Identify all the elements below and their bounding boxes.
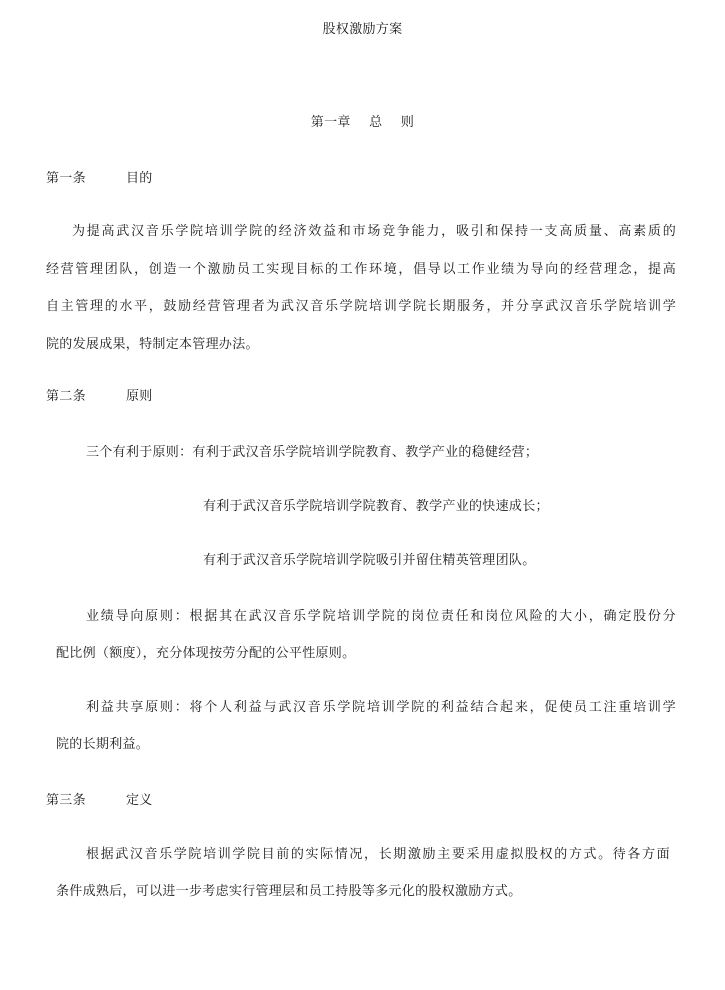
article-3-line-2: 条件成熟后，可以进一步考虑实行管理层和员工持股等多元化的股权激励方式。 xyxy=(56,884,522,899)
article-1-line-2: 经营管理团队，创造一个激励员工实现目标的工作环境，倡导以工作业绩为导向的经营理念，提高 xyxy=(46,262,676,277)
principle-3-line-2: 院的长期利益。 xyxy=(56,737,150,752)
article-number: 第二条 xyxy=(46,389,86,404)
article-heading: 目的 xyxy=(126,171,153,186)
article-number: 第三条 xyxy=(46,793,86,808)
principle-1-text: 三个有利于原则：有利于武汉音乐学院培训学院教育、教学产业的稳健经营； xyxy=(86,445,539,460)
chapter-name-part2: 则 xyxy=(400,115,415,130)
principle-3-line-1: 利益共享原则：将个人利益与武汉音乐学院培训学院的利益结合起来，促使员工注重培训学 xyxy=(86,700,676,715)
chapter-label: 第一章 xyxy=(310,115,351,130)
article-1-line-3: 自主管理的水平，鼓励经营管理者为武汉音乐学院培训学院长期服务，并分享武汉音乐学院培训学 xyxy=(46,299,676,314)
document-title: 股权激励方案 xyxy=(322,22,403,37)
principle-1-item-3: 有利于武汉音乐学院培训学院吸引并留住精英管理团队。 xyxy=(203,553,536,568)
article-1-line-4: 院的发展成果，特制定本管理办法。 xyxy=(46,337,259,352)
article-number: 第一条 xyxy=(46,171,86,186)
article-1-heading xyxy=(46,171,153,187)
principle-2-line-1: 业绩导向原则：根据其在武汉音乐学院培训学院的岗位责任和岗位风险的大小，确定股份分 xyxy=(86,609,676,624)
article-heading: 原则 xyxy=(126,389,153,404)
article-2-heading xyxy=(46,389,153,405)
chapter-name-part1: 总 xyxy=(369,115,383,130)
article-1-line-1: 为提高武汉音乐学院培训学院的经济效益和市场竞争能力，吸引和保持一支高质量、高素质的 xyxy=(72,224,676,239)
principle-2-line-2: 配比例（额度），充分体现按劳分配的公平性原则。 xyxy=(56,646,356,661)
principle-1-item-2: 有利于武汉音乐学院培训学院教育、教学产业的快速成长； xyxy=(203,499,549,514)
chapter-heading xyxy=(0,115,725,131)
article-heading: 定义 xyxy=(126,793,153,808)
article-3-line-1: 根据武汉音乐学院培训学院目前的实际情况，长期激励主要采用虚拟股权的方式。待各方面 xyxy=(86,847,670,862)
article-3-heading xyxy=(46,793,153,809)
